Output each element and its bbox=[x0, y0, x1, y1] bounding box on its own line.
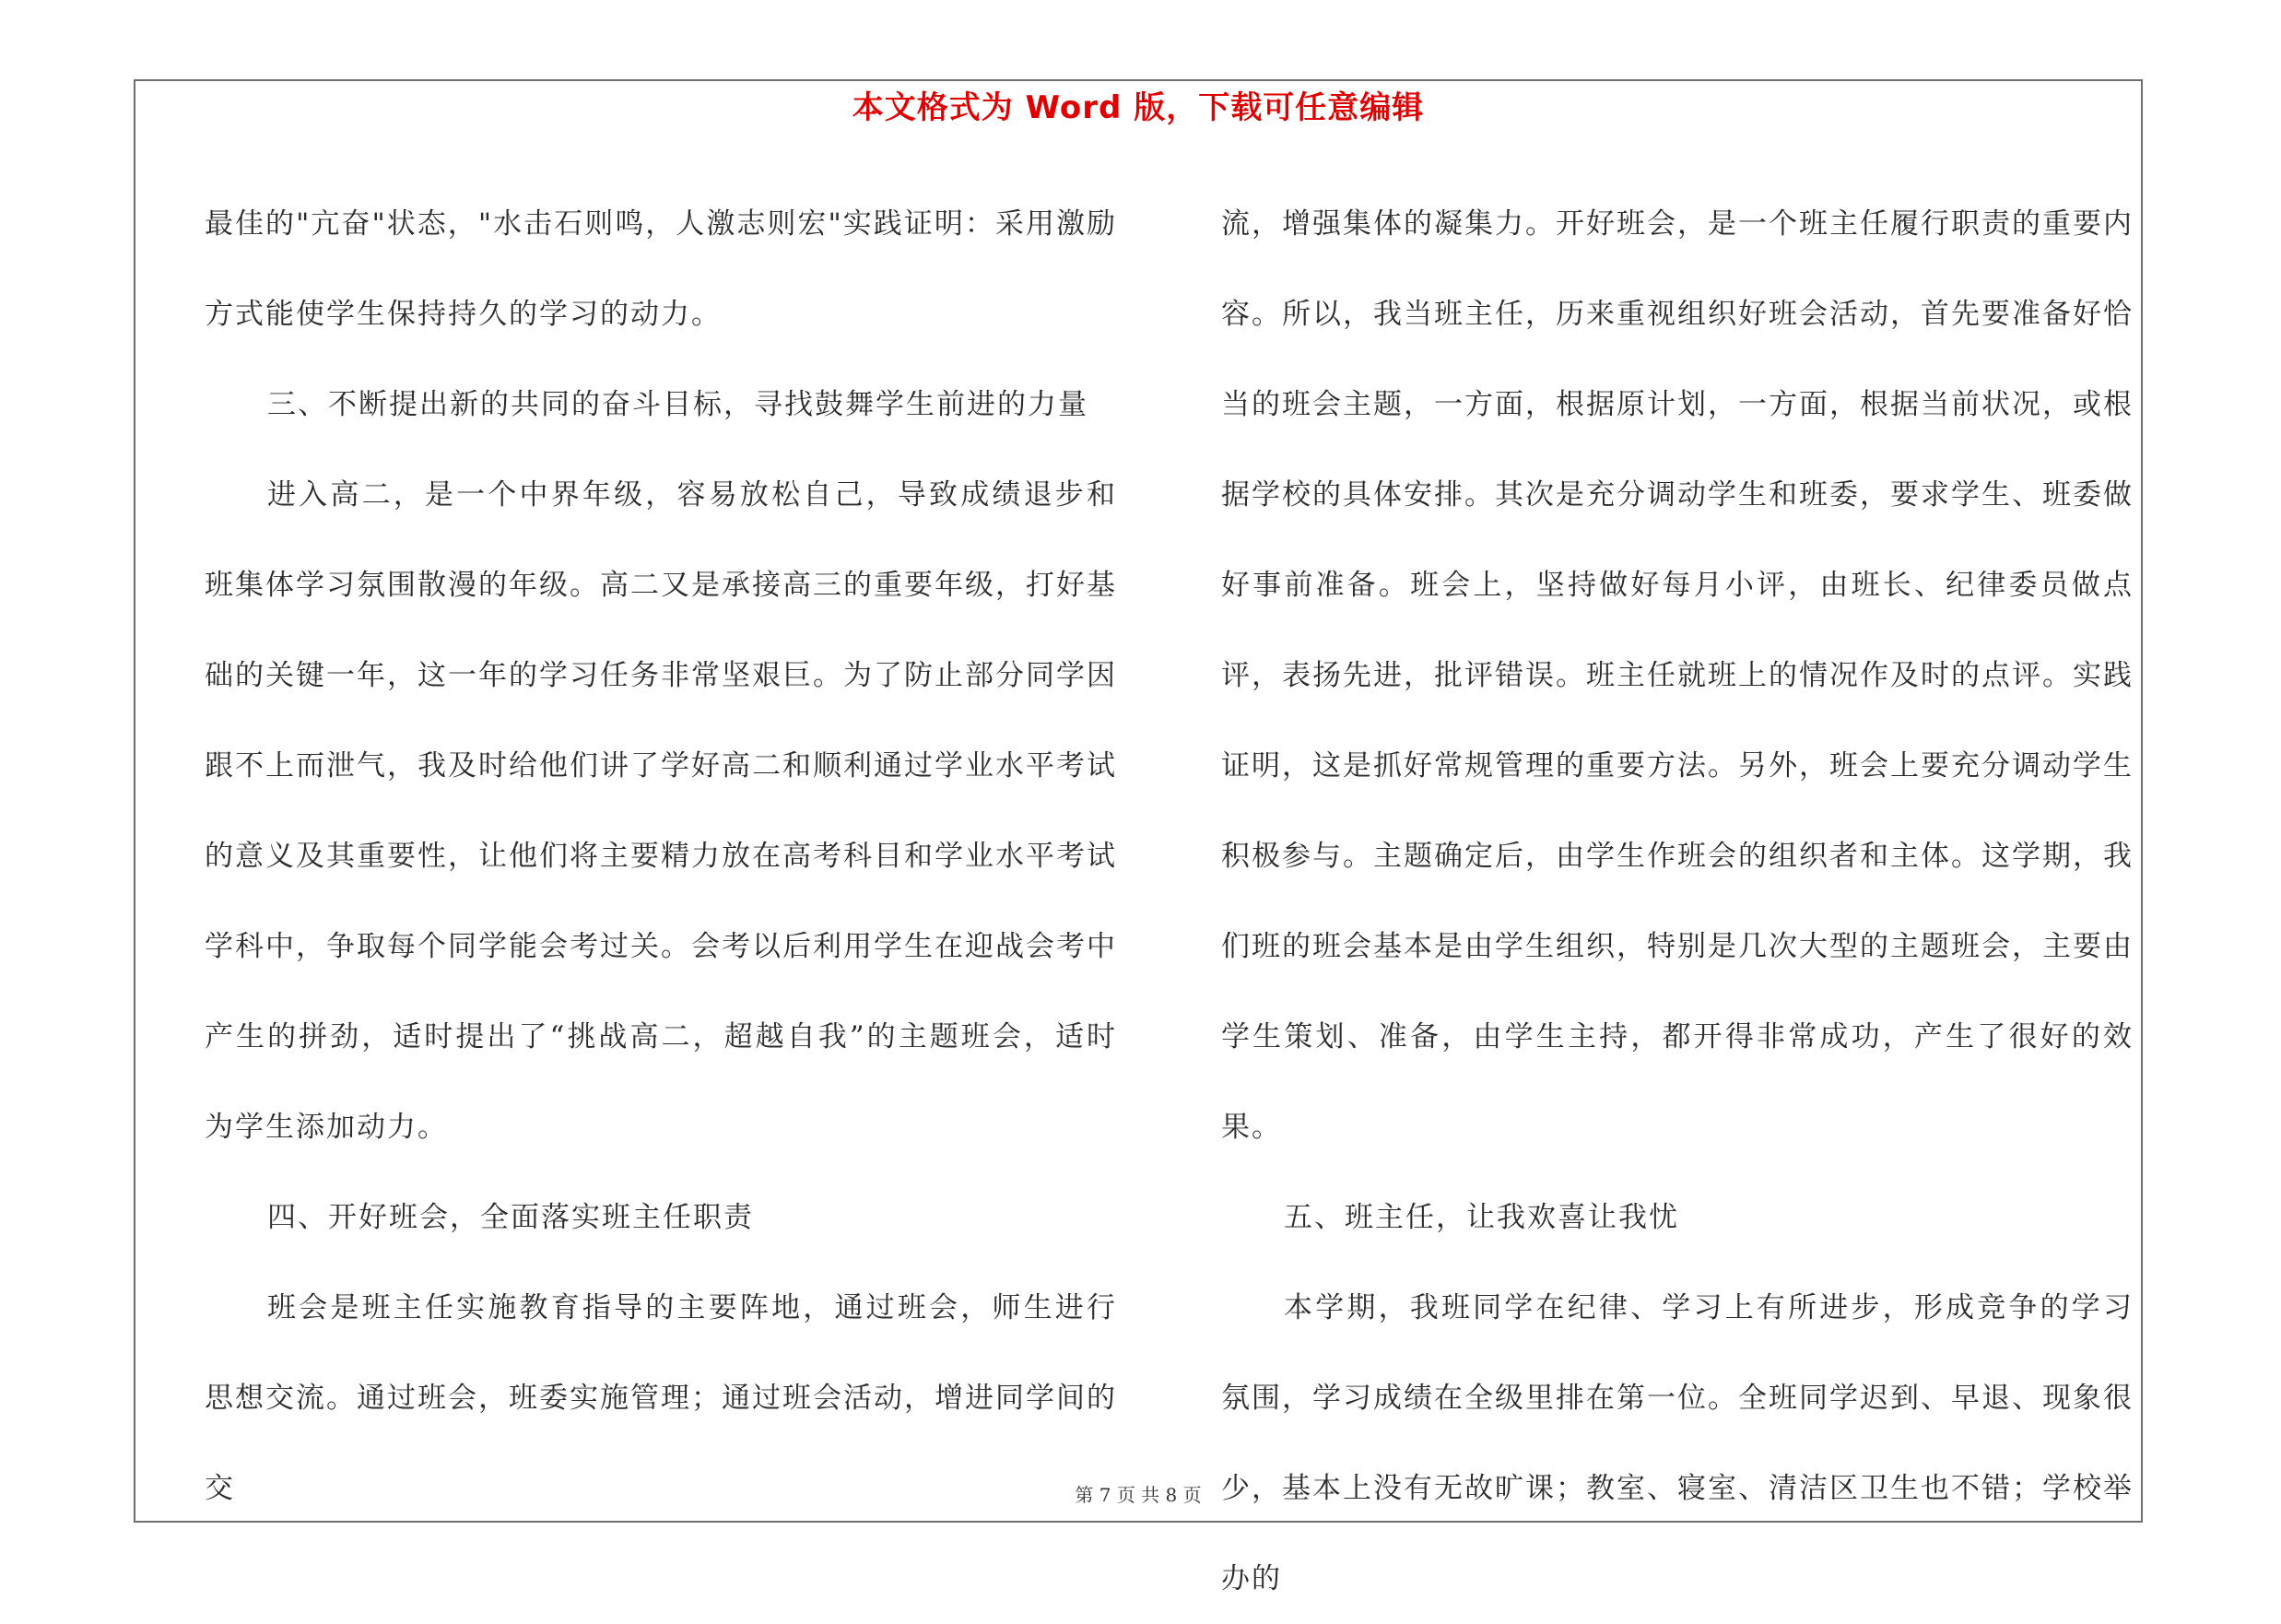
page-number-footer: 第 7 页 共 8 页 bbox=[1075, 1484, 1202, 1506]
section-heading-four: 四、开好班会，全面落实班主任职责 bbox=[267, 1201, 754, 1234]
section-heading-three: 三、不断提出新的共同的奋斗目标，寻找鼓舞学生前进的力量 bbox=[267, 388, 1088, 421]
paragraph-continuation: 最佳的"亢奋"状态，"水击石则鸣，人激志则宏"实践证明：采用激励方式能使学生保持持久的学习的动力。 bbox=[205, 207, 1117, 331]
paragraph-semester-summary: 本学期，我班同学在纪律、学习上有所进步，形成竞争的学习氛围，学习成绩在全级里排在第一位。全班同学迟到、早退、现象很少，基本上没有无故旷课；教室、寝室、清洁区卫生也不错；学校举办的 bbox=[1221, 1291, 2134, 1595]
right-text-column bbox=[1221, 179, 2134, 1624]
paragraph-grade-two: 进入高二，是一个中界年级，容易放松自己，导致成绩退步和班集体学习氛围散漫的年级。高二又是承接高三的重要年级，打好基础的关键一年，这一年的学习任务非常坚艰巨。为了防止部分同学因跟不上而泄气，我及时给他们讲了学好高二和顺利通过学业水平考试的意义及其重要性，让他们将主要精力放在高考科目和学业水平考试学科中，争取每个同学能会考过关。会考以后利用学生在迎战会考中产生的拼劲，适时提出了“挑战高二，超越自我”的主题班会，适时为学生添加动力。 bbox=[205, 478, 1117, 1144]
left-text-column bbox=[205, 179, 1117, 1534]
paragraph-class-meeting: 班会是班主任实施教育指导的主要阵地，通过班会，师生进行思想交流。通过班会，班委实施管理；通过班会活动，增进同学间的交 bbox=[205, 1291, 1117, 1505]
section-heading-five: 五、班主任，让我欢喜让我忧 bbox=[1284, 1201, 1679, 1234]
word-format-banner: 本文格式为 Word 版，下载可任意编辑 bbox=[852, 89, 1425, 126]
paragraph-class-meeting-continued: 流，增强集体的凝集力。开好班会，是一个班主任履行职责的重要内容。所以，我当班主任，历来重视组织好班会活动，首先要准备好恰当的班会主题，一方面，根据原计划，一方面，根据当前状况，或根据学校的具体安排。其次是充分调动学生和班委，要求学生、班委做好事前准备。班会上，坚持做好每月小评，由班长、纪律委员做点评，表扬先进，批评错误。班主任就班上的情况作及时的点评。实践证明，这是抓好常规管理的重要方法。另外，班会上要充分调动学生积极参与。主题确定后，由学生作班会的组织者和主体。这学期，我们班的班会基本是由学生组织，特别是几次大型的主题班会，主要由学生策划、准备，由学生主持，都开得非常成功，产生了很好的效果。 bbox=[1221, 207, 2134, 1144]
